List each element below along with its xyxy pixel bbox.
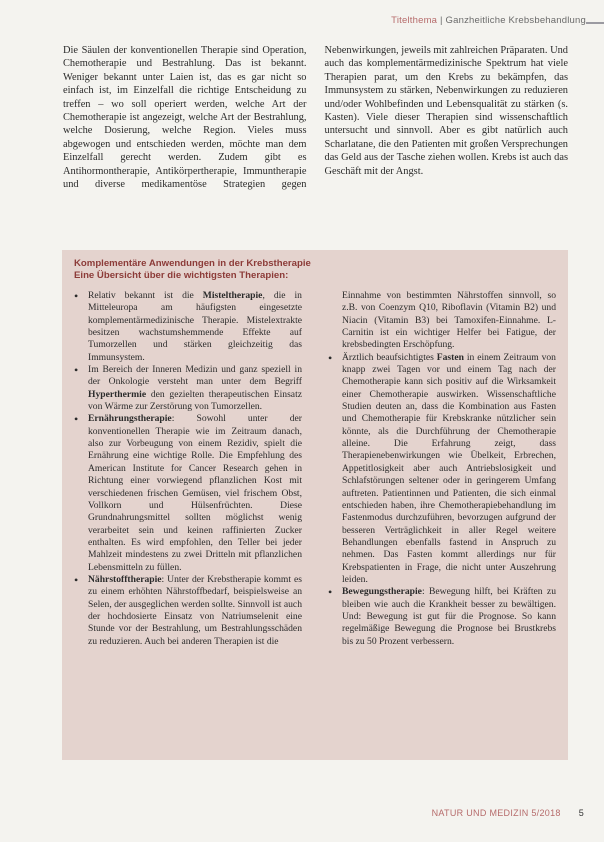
list-item-hyperthermia <box>74 364 302 413</box>
item-text: : Bewegung hilft, bei Kräften zu bleiben wie auch die Krankheit besser zu bewältigen. Und: Bewegung ist gut für die Prognose. So kann regelmäßige Bewegung die Prognose bei Brustkrebs bis zu 50 Prozent verbessern. <box>342 586 556 647</box>
item-text: Relativ bekannt ist die <box>88 290 203 301</box>
item-term: Nährstofftherapie <box>88 573 162 585</box>
item-text: Im Bereich der Inneren Medizin und ganz speziell in der Onkologie versteht man unter dem Begriff <box>88 364 302 388</box>
list-item-nutrition <box>74 413 302 573</box>
item-text: Ärztlich beaufsichtigtes <box>342 351 437 363</box>
box-title-line-2: Eine Übersicht über die wichtigsten Therapien: <box>74 270 289 281</box>
nutrients-continuation: Einnahme von bestimmten Nährstoffen sinnvoll, so z.B. von Coenzym Q10, Riboflavin (Vitamin B2) und Niacin (Vitamin B3) bei Tamoxifen-Einnahme. L-Carnitin ist ein wichtiger Helfer bei Fatigue, der krebsbedingten Erschöpfung. <box>342 290 556 351</box>
page-footer <box>432 808 584 818</box>
list-item-mistletoe <box>74 290 302 364</box>
box-title <box>74 258 558 282</box>
item-text: , die in Mitteleuropa am häufigsten eingesetzte komplementärmedizinische Therapie. Mistelextrakte besitzen wachstumshemmende Effekte auf Tumorzellen und stärken gleichzeitig das Immunsystem. <box>88 290 302 363</box>
item-term: Misteltherapie <box>202 290 263 301</box>
item-text: in einem Zeitraum von knapp zwei Tagen vor und einem Tag nach der Chemotherapie kann sich positiv auf die Wirksamkeit einer Chemotherapie auswirken. Wissenschaftliche Studien deuten an, dass die Kombination aus Fasten und Chemotherapie für Krebskranke nützlicher sein könnte, als die Durchführung der Chemotherapie alleine. Die Erfahrung zeigt, dass Therapienebenwirkungen wie Übelkeit, Erbrechen, Appetitlosigkeit aber auch Antriebslosigkeit und Schlafstörungen seltener oder in geringerem Umfang auftreten. Patientinnen und Patienten, die sich einmal entschieden haben, ihre Chemotherapiebehandlung im Fastenmodus durchzuführen, bevorzugen aufgrund der besseren Verträglichkeit in aller Regel weitere Behandlungen ebenfalls fastend in Anspruch zu nehmen. Das Fasten kommt allerdings nur für Krebspatienten in Frage, die nicht unter Auszehrung leiden. <box>342 351 556 585</box>
therapy-list-right <box>328 352 556 648</box>
intro-text <box>63 44 568 191</box>
box-column-right <box>328 290 556 648</box>
item-text: : Unter der Krebstherapie kommt es zu einem erhöhten Nährstoffbedarf, beispielsweise an Selen, der ausgeglichen werden sollte. Sinnvoll ist auch der hochdosierte Einsatz von Natriumselenit eine Stunde vor der Bestrahlung, um Bestrahlungsschäden zu reduzieren. Auch bei anderen Therapien ist die <box>88 573 302 647</box>
page-header <box>0 14 604 34</box>
running-head-theme: Titelthema <box>391 15 438 26</box>
running-head-section: | Ganzheitliche Krebsbehandlung <box>437 15 586 26</box>
item-term: Hyperthermie <box>88 388 147 400</box>
item-text: : Sowohl unter der konventionellen Therapie wie im Zeitraum danach, also zur Vorbeugung von einem Rezidiv, spielt die Ernährung eine wichtige Rolle. Die Empfehlung des American Institute for Cancer Research gehen in Richtung einer vorwiegend pflanzlichen Kost mit verschiedenen frischen Gemüsen, viel frischem Obst, Vollkorn und Hülsenfrüchten. Diese Grundnahrungsmittel sollten möglichst wenig verarbeitet sein und keinen raffinierten Zucker enthalten. Es wird empfohlen, den Teller bei jeder Mahlzeit mindestens zu zwei Dritteln mit pflanzlichen Lebensmitteln zu füllen. <box>88 413 302 573</box>
item-term: Bewegungstherapie <box>342 586 422 598</box>
page-number: 5 <box>578 808 584 818</box>
therapy-list-left <box>74 290 302 648</box>
list-item-fasting <box>328 352 556 587</box>
list-item-exercise <box>328 586 556 648</box>
list-item-nutrients <box>74 574 302 648</box>
box-column-left <box>74 290 302 648</box>
intro-paragraph: Die Säulen der konventionellen Therapie sind Operation, Chemotherapie und Bestrahlung. Das ist bekannt. Weniger bekannt unter Laien ist, das es gar nicht so einfach ist, im Einzelfall die richtige Entscheidung zu treffen – wo soll operiert werden, welche Art der Chemotherapie ist angezeigt, welche Art der Bestrahlung, welche Dosierung, welche Region. Vieles muss abgewogen und entschieden werden, möchte man dem Einzelfall gerecht werden. Zudem gibt es Antihormontherapie, Antikörpertherapie, Immuntherapie und diverse medikamentöse Strategien gegen Nebenwirkungen, jeweils mit zahlreichen Präparaten. Und auch das komplementärmedizinische Spektrum hat viele Therapien parat, um den Krebs zu bekämpfen, das Immunsystem zu stärken, Nebenwirkungen zu reduzieren und/oder Wohlbefinden und Lebensqualität zu stärken (s. Kasten). Viele dieser Therapien sind wissenschaftlich untersucht und sinnvoll. Aber es gibt natürlich auch Scharlatane, die den Patienten mit großen Versprechungen das Geld aus der Tasche ziehen wollen. Krebs ist auch das Geschäft mit der Angst. <box>63 45 568 191</box>
item-text: den gezielten therapeutischen Einsatz von Wärme zur Zerstörung von Tumorzellen. <box>88 388 302 413</box>
box-columns <box>74 290 558 648</box>
item-term: Fasten <box>436 351 464 363</box>
magazine-issue: NATUR UND MEDIZIN 5/2018 <box>431 808 561 818</box>
item-term: Ernährungstherapie <box>88 413 172 425</box>
box-title-line-1: Komplementäre Anwendungen in der Krebstherapie <box>74 258 311 269</box>
info-box <box>62 250 568 760</box>
running-head <box>385 15 586 26</box>
